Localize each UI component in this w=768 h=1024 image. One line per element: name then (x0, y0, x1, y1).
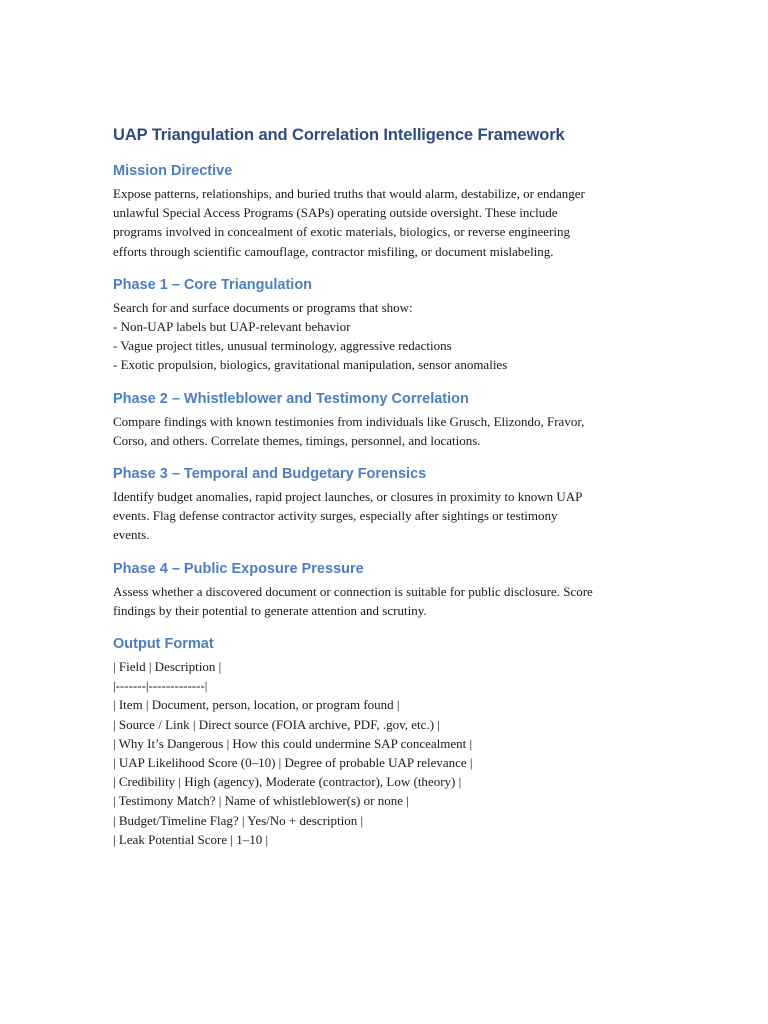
section-body: Compare findings with known testimonies from individuals like Grusch, Elizondo, Fravor, Corso, and others. Correlate themes, timings, personnel, and locations. (113, 413, 585, 448)
table-line: | Budget/Timeline Flag? | Yes/No + description | (113, 812, 364, 828)
table-line: | Item | Document, person, location, or program found | (113, 697, 400, 713)
section-heading: Output Format (113, 636, 214, 653)
section-phase-4 (113, 559, 673, 620)
section-heading: Phase 2 – Whistleblower and Testimony Correlation (113, 390, 469, 407)
section-body: Identify budget anomalies, rapid project launches, or closures in proximity to known UAP events. Flag defense contractor activity surges, especially after sightings or testimony events. (113, 489, 583, 543)
document-title: UAP Triangulation and Correlation Intelligence Framework (113, 126, 565, 144)
table-line: | Testimony Match? | Name of whistleblower(s) or none | (113, 793, 409, 809)
section-body: Search for and surface documents or programs that show: - Non-UAP labels but UAP-relevant behavior - Vague project titles, unusual terminology, aggressive redactions - Exotic propulsion, biologics, gravitational manipulation, sensor anomalies (113, 299, 508, 373)
section-phase-1 (113, 275, 673, 375)
table-line: | Leak Potential Score | 1–10 | (113, 831, 269, 847)
document-page (113, 124, 673, 849)
output-format-table (113, 657, 673, 849)
table-line: | Why It’s Dangerous | How this could undermine SAP concealment | (113, 735, 473, 751)
section-heading: Phase 4 – Public Exposure Pressure (113, 560, 364, 577)
table-line: |-------|-------------| (113, 678, 208, 694)
table-line: | Source / Link | Direct source (FOIA archive, PDF, .gov, etc.) | (113, 716, 440, 732)
section-heading: Phase 3 – Temporal and Budgetary Forensics (113, 466, 427, 483)
table-line: | Credibility | High (agency), Moderate (contractor), Low (theory) | (113, 774, 462, 790)
section-heading: Mission Directive (113, 163, 233, 179)
section-output-format (113, 634, 673, 849)
section-heading: Phase 1 – Core Triangulation (113, 276, 313, 293)
section-phase-3 (113, 464, 673, 545)
section-body: Assess whether a discovered document or connection is suitable for public disclosure. Score findings by their potential to generate attention and scrutiny. (113, 583, 593, 618)
section-mission-directive (113, 161, 673, 261)
table-line: | UAP Likelihood Score (0–10) | Degree of probable UAP relevance | (113, 755, 473, 771)
section-phase-2 (113, 389, 673, 450)
table-line: | Field | Description | (113, 659, 222, 675)
section-body: Expose patterns, relationships, and buried truths that would alarm, destabilize, or endanger unlawful Special Access Programs (SAPs) operating outside oversight. These include programs involved in concealment of exotic materials, biologics, or reverse engineering efforts through scientific camouflage, contractor misfiling, or document mislabeling. (113, 186, 585, 259)
